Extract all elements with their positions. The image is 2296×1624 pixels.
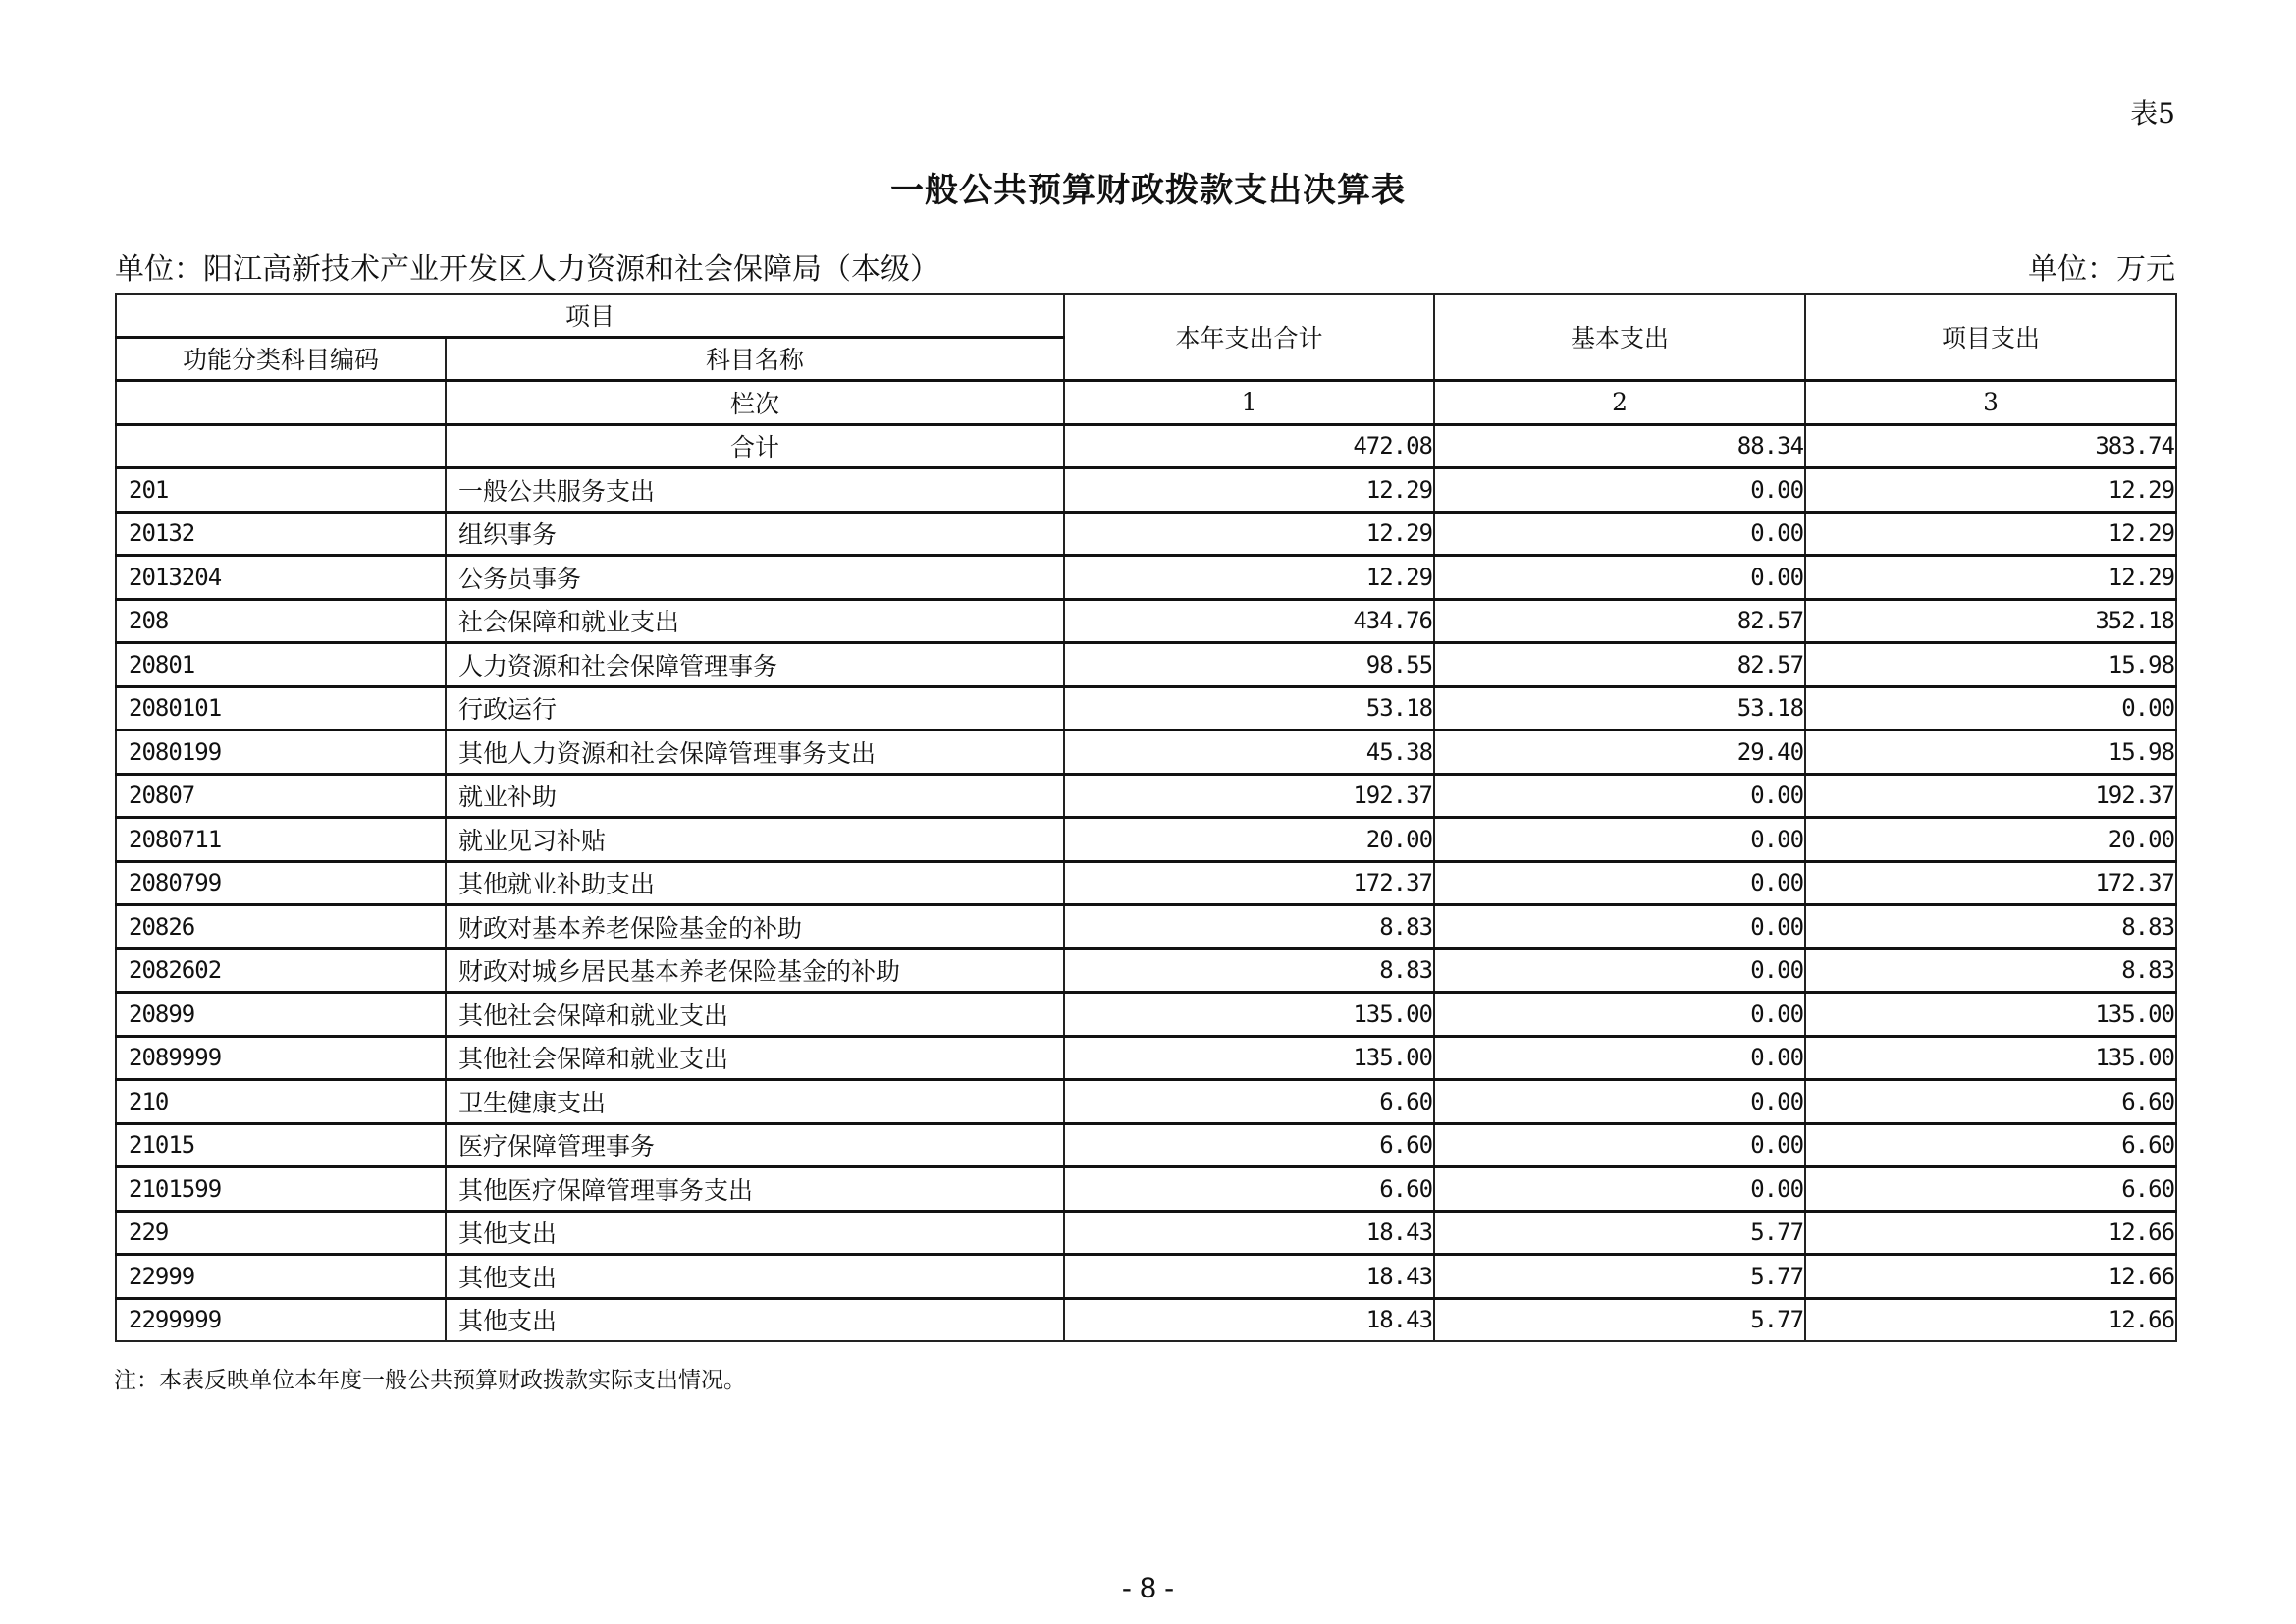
row-name: 一般公共服务支出 bbox=[446, 468, 1064, 513]
row-basic: 0.00 bbox=[1434, 818, 1805, 862]
row-total: 12.29 bbox=[1064, 512, 1434, 556]
unit-currency: 单位：万元 bbox=[2028, 252, 2175, 287]
header-total: 本年支出合计 bbox=[1064, 294, 1434, 381]
row-code: 208 bbox=[116, 599, 446, 643]
row-total: 8.83 bbox=[1064, 948, 1434, 993]
row-total: 6.60 bbox=[1064, 1080, 1434, 1124]
header-name: 科目名称 bbox=[446, 337, 1064, 381]
row-project: 12.66 bbox=[1805, 1298, 2176, 1341]
row-total: 18.43 bbox=[1064, 1211, 1434, 1255]
summary-project: 383.74 bbox=[1805, 424, 2176, 468]
row-project: 135.00 bbox=[1805, 993, 2176, 1037]
column-number-1: 1 bbox=[1064, 381, 1434, 425]
row-name: 人力资源和社会保障管理事务 bbox=[446, 643, 1064, 687]
row-basic: 0.00 bbox=[1434, 905, 1805, 949]
row-code: 22999 bbox=[116, 1255, 446, 1299]
row-code: 2013204 bbox=[116, 556, 446, 600]
table-header bbox=[116, 294, 2176, 468]
table-row bbox=[116, 1211, 2176, 1255]
row-project: 12.29 bbox=[1805, 468, 2176, 513]
row-basic: 5.77 bbox=[1434, 1298, 1805, 1341]
row-code: 2082602 bbox=[116, 948, 446, 993]
table-row bbox=[116, 1036, 2176, 1080]
row-name: 公务员事务 bbox=[446, 556, 1064, 600]
row-basic: 0.00 bbox=[1434, 468, 1805, 513]
row-project: 135.00 bbox=[1805, 1036, 2176, 1080]
table-row bbox=[116, 861, 2176, 905]
summary-code bbox=[116, 424, 446, 468]
row-code: 2080711 bbox=[116, 818, 446, 862]
header-project: 项目支出 bbox=[1805, 294, 2176, 381]
row-total: 434.76 bbox=[1064, 599, 1434, 643]
row-total: 12.29 bbox=[1064, 556, 1434, 600]
row-code: 2080101 bbox=[116, 686, 446, 731]
table-row bbox=[116, 993, 2176, 1037]
row-basic: 0.00 bbox=[1434, 993, 1805, 1037]
row-name: 医疗保障管理事务 bbox=[446, 1123, 1064, 1167]
row-total: 8.83 bbox=[1064, 905, 1434, 949]
row-name: 其他医疗保障管理事务支出 bbox=[446, 1167, 1064, 1212]
summary-row bbox=[116, 424, 2176, 468]
row-name: 其他支出 bbox=[446, 1298, 1064, 1341]
row-basic: 0.00 bbox=[1434, 1036, 1805, 1080]
table-row bbox=[116, 1123, 2176, 1167]
row-project: 12.29 bbox=[1805, 556, 2176, 600]
row-total: 53.18 bbox=[1064, 686, 1434, 731]
row-project: 12.29 bbox=[1805, 512, 2176, 556]
row-name: 财政对城乡居民基本养老保险基金的补助 bbox=[446, 948, 1064, 993]
row-project: 8.83 bbox=[1805, 948, 2176, 993]
summary-label: 合计 bbox=[446, 424, 1064, 468]
table-row bbox=[116, 686, 2176, 731]
row-name: 社会保障和就业支出 bbox=[446, 599, 1064, 643]
table-row bbox=[116, 731, 2176, 775]
row-name: 就业见习补贴 bbox=[446, 818, 1064, 862]
row-total: 6.60 bbox=[1064, 1167, 1434, 1212]
table-row bbox=[116, 599, 2176, 643]
row-project: 6.60 bbox=[1805, 1167, 2176, 1212]
row-name: 行政运行 bbox=[446, 686, 1064, 731]
row-name: 卫生健康支出 bbox=[446, 1080, 1064, 1124]
row-basic: 5.77 bbox=[1434, 1255, 1805, 1299]
row-code: 2101599 bbox=[116, 1167, 446, 1212]
row-total: 6.60 bbox=[1064, 1123, 1434, 1167]
row-total: 18.43 bbox=[1064, 1255, 1434, 1299]
row-total: 45.38 bbox=[1064, 731, 1434, 775]
table-row bbox=[116, 468, 2176, 513]
budget-table bbox=[115, 293, 2177, 1342]
row-total: 172.37 bbox=[1064, 861, 1434, 905]
summary-basic: 88.34 bbox=[1434, 424, 1805, 468]
row-project: 0.00 bbox=[1805, 686, 2176, 731]
row-name: 其他就业补助支出 bbox=[446, 861, 1064, 905]
table-row bbox=[116, 774, 2176, 818]
header-item: 项目 bbox=[116, 294, 1064, 337]
table-row bbox=[116, 643, 2176, 687]
row-basic: 0.00 bbox=[1434, 1167, 1805, 1212]
row-name: 财政对基本养老保险基金的补助 bbox=[446, 905, 1064, 949]
row-basic: 0.00 bbox=[1434, 948, 1805, 993]
row-code: 21015 bbox=[116, 1123, 446, 1167]
row-code: 201 bbox=[116, 468, 446, 513]
row-basic: 29.40 bbox=[1434, 731, 1805, 775]
table-row bbox=[116, 905, 2176, 949]
row-code: 20826 bbox=[116, 905, 446, 949]
row-project: 15.98 bbox=[1805, 643, 2176, 687]
row-code: 210 bbox=[116, 1080, 446, 1124]
table-number: 表5 bbox=[2130, 97, 2175, 130]
row-basic: 53.18 bbox=[1434, 686, 1805, 731]
row-code: 20899 bbox=[116, 993, 446, 1037]
row-basic: 82.57 bbox=[1434, 599, 1805, 643]
table-row bbox=[116, 1298, 2176, 1341]
table-body bbox=[116, 468, 2176, 1342]
row-project: 6.60 bbox=[1805, 1123, 2176, 1167]
row-code: 2089999 bbox=[116, 1036, 446, 1080]
row-basic: 5.77 bbox=[1434, 1211, 1805, 1255]
row-basic: 0.00 bbox=[1434, 556, 1805, 600]
table-row bbox=[116, 1255, 2176, 1299]
row-total: 20.00 bbox=[1064, 818, 1434, 862]
row-total: 18.43 bbox=[1064, 1298, 1434, 1341]
table-row bbox=[116, 818, 2176, 862]
row-project: 15.98 bbox=[1805, 731, 2176, 775]
row-project: 352.18 bbox=[1805, 599, 2176, 643]
table-row bbox=[116, 556, 2176, 600]
unit-organization: 单位：阳江高新技术产业开发区人力资源和社会保障局（本级） bbox=[115, 252, 939, 287]
row-code: 20801 bbox=[116, 643, 446, 687]
row-project: 172.37 bbox=[1805, 861, 2176, 905]
row-total: 135.00 bbox=[1064, 1036, 1434, 1080]
row-total: 135.00 bbox=[1064, 993, 1434, 1037]
row-name: 组织事务 bbox=[446, 512, 1064, 556]
row-project: 6.60 bbox=[1805, 1080, 2176, 1124]
column-label-empty bbox=[116, 381, 446, 425]
row-total: 98.55 bbox=[1064, 643, 1434, 687]
header-basic: 基本支出 bbox=[1434, 294, 1805, 381]
page-title: 一般公共预算财政拨款支出决算表 bbox=[890, 171, 1406, 210]
table-row bbox=[116, 948, 2176, 993]
row-name: 就业补助 bbox=[446, 774, 1064, 818]
row-code: 229 bbox=[116, 1211, 446, 1255]
column-number-2: 2 bbox=[1434, 381, 1805, 425]
row-code: 2299999 bbox=[116, 1298, 446, 1341]
row-name: 其他社会保障和就业支出 bbox=[446, 1036, 1064, 1080]
row-project: 12.66 bbox=[1805, 1211, 2176, 1255]
row-basic: 0.00 bbox=[1434, 512, 1805, 556]
row-total: 12.29 bbox=[1064, 468, 1434, 513]
row-code: 2080199 bbox=[116, 731, 446, 775]
table-note: 注：本表反映单位本年度一般公共预算财政拨款实际支出情况。 bbox=[114, 1368, 746, 1393]
row-total: 192.37 bbox=[1064, 774, 1434, 818]
row-project: 8.83 bbox=[1805, 905, 2176, 949]
row-name: 其他社会保障和就业支出 bbox=[446, 993, 1064, 1037]
row-code: 2080799 bbox=[116, 861, 446, 905]
row-project: 12.66 bbox=[1805, 1255, 2176, 1299]
row-basic: 82.57 bbox=[1434, 643, 1805, 687]
column-label: 栏次 bbox=[446, 381, 1064, 425]
row-name: 其他支出 bbox=[446, 1255, 1064, 1299]
row-code: 20807 bbox=[116, 774, 446, 818]
row-code: 20132 bbox=[116, 512, 446, 556]
row-basic: 0.00 bbox=[1434, 1080, 1805, 1124]
row-name: 其他人力资源和社会保障管理事务支出 bbox=[446, 731, 1064, 775]
column-number-3: 3 bbox=[1805, 381, 2176, 425]
row-basic: 0.00 bbox=[1434, 1123, 1805, 1167]
row-name: 其他支出 bbox=[446, 1211, 1064, 1255]
table-row bbox=[116, 1167, 2176, 1212]
row-basic: 0.00 bbox=[1434, 774, 1805, 818]
row-project: 20.00 bbox=[1805, 818, 2176, 862]
row-project: 192.37 bbox=[1805, 774, 2176, 818]
table-row bbox=[116, 512, 2176, 556]
header-code: 功能分类科目编码 bbox=[116, 337, 446, 381]
page-number: - 8 - bbox=[1121, 1572, 1175, 1604]
row-basic: 0.00 bbox=[1434, 861, 1805, 905]
table-row bbox=[116, 1080, 2176, 1124]
summary-total: 472.08 bbox=[1064, 424, 1434, 468]
